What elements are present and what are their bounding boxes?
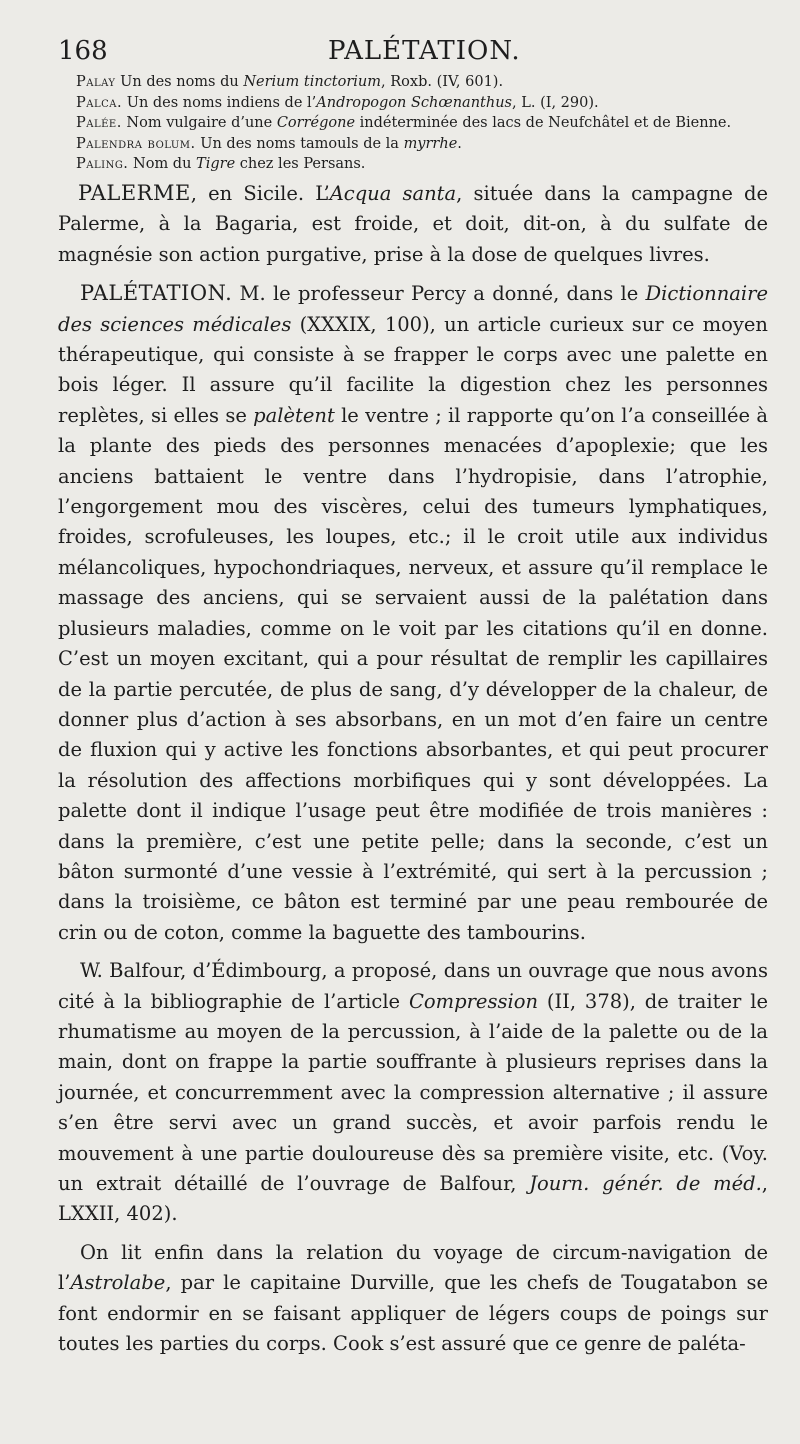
glossary-entry <box>76 154 778 175</box>
glossary-text: . <box>457 135 462 152</box>
page-number: 168 <box>58 36 108 66</box>
paragraph-text: (XXXIX, 100), un article curieux sur ce moyen thérapeutique, qui consiste à se frapper le corps avec une palette en bois léger. Il assure qu’il facilite la digestion chez les personnes replètes, si elles se <box>58 312 768 427</box>
running-title: PALÉTATION. <box>328 36 521 66</box>
paragraph-text: , par le capitaine Durville, que les chefs de Tougatabon se font endormir en se faisant appliquer de légers coups de poings sur toutes les parties du corps. Cook s’est assuré que ce genre de paléta- <box>58 1271 768 1356</box>
glossary-text: Nom du <box>128 156 197 172</box>
paragraph-paletation <box>58 278 768 948</box>
paragraph-italic: Compression <box>408 989 538 1013</box>
paragraph-text: On lit enfin dans la relation du voyage de circum-navigation de l’ <box>58 1240 768 1295</box>
paragraph-astrolabe <box>58 1238 768 1360</box>
paragraph-text: le ventre ; il rapporte qu’on l’a conseillée à la plante des pieds des personnes menacées d’apoplexie; que les anciens battaient le ventre dans l’hydropisie, dans l’atrophie, l’engorgement mou des viscères, celui des tumeurs lymphatiques, froides, scrofuleuses, les loupes, etc.; il le croit utile aux individus mélancoliques, hypochondriaques, nerveux, et assure qu’il remplace le massage des anciens, qui se servaient aussi de la palétation dans plusieurs maladies, comme on le voit par les citations qu’il en donne. C’est un moyen excitant, qui a pour résultat de remplir les capillaires de la partie percutée, de plus de sang, d’y développer de la chaleur, de donner plus d’action à ses absorbans, en un mot d’en faire un centre de fluxion qui y active les fonctions absorbantes, et qui peut procurer la résolution des affections morbifiques qui y sont développées. La palette dont il indique l’usage peut être modifiée de trois manières : dans la première, c’est une petite pelle; dans la seconde, c’est un bâton surmonté d’une vessie à l’extrémité, qui sert à la percussion ; dans la troisième, ce bâton est terminé par une peau rembourée de crin ou de coton, comme la baguette des tambourins. <box>58 403 768 944</box>
glossary-italic: Corrégone <box>276 115 356 131</box>
glossary-term: Palca. <box>76 94 123 111</box>
glossary-text: , L. (I, 290). <box>512 94 599 111</box>
paragraph-italic: Acqua santa <box>329 182 457 205</box>
paragraph-palerme <box>58 178 768 270</box>
glossary-term: Paling. <box>76 156 129 172</box>
paragraph-text: , située dans la campagne de Palerme, à la Bagaria, est froide, et doit, dit-on, à du sulfate de magnésie son action purgative, prise à la dose de quelques livres. <box>58 182 769 266</box>
glossary-entry <box>76 134 778 155</box>
entry-heading: PALERME <box>78 181 191 205</box>
glossary-text: chez les Persans. <box>235 156 366 172</box>
glossary-text: Un des noms tamouls de la <box>195 135 404 152</box>
glossary-term: Palée. <box>76 115 122 131</box>
glossary-text: , Roxb. (IV, 601). <box>381 74 504 90</box>
glossary-entry <box>76 93 778 114</box>
glossary-italic: myrrhe <box>403 135 458 152</box>
glossary-text: indéterminée des lacs de Neufchâtel et de Bienne. <box>355 115 732 131</box>
paragraph-italic: palètent <box>253 403 335 427</box>
glossary-entry <box>76 72 778 93</box>
paragraph-text: W. Balfour, d’Édimbourg, a proposé, dans un ouvrage que nous avons cité à la bibliographie de l’article <box>58 959 768 1013</box>
article-body <box>58 178 768 1367</box>
paragraph-text: M. le professeur Percy a donné, dans le <box>232 282 646 306</box>
glossary-text: Un des noms du <box>115 74 244 90</box>
paragraph-italic: Journ. génér. de méd. <box>529 1172 762 1195</box>
paragraph-text: (II, 378), de traiter le rhumatisme au moyen de la percussion, à l’aide de la palette ou de la main, dont on frappe la partie souffrante à plusieurs reprises dans la journée, et concurremment avec la compression alternative ; il assure s’en être servi avec un grand succès, et avoir parfois rendu le mouvement à une partie douloureuse dès sa première visite, etc. (Voy. un extrait détaillé de l’ouvrage de Balfour, <box>58 989 768 1195</box>
paragraph-italic: Dictionnaire des sciences médicales <box>58 282 768 336</box>
paragraph-italic: Astrolabe <box>70 1271 166 1295</box>
glossary-entry <box>76 113 778 134</box>
glossary-term: Palay <box>76 74 116 90</box>
glossary-list <box>76 72 778 175</box>
paragraph-text: , LXXII, 402). <box>58 1172 768 1226</box>
glossary-italic: Nerium tinctorium <box>243 74 382 90</box>
glossary-term: Palendra bolum. <box>76 135 196 152</box>
glossary-text: Nom vulgaire d’une <box>121 115 277 131</box>
entry-heading: PALÉTATION. <box>80 281 233 306</box>
paragraph-text: , en Sicile. L’ <box>190 182 330 205</box>
glossary-italic: Andropogon Schœnanthus <box>316 94 512 111</box>
page-header <box>58 36 770 70</box>
glossary-text: Un des noms indiens de l’ <box>122 94 317 111</box>
paragraph-balfour <box>58 956 768 1230</box>
glossary-italic: Tigre <box>196 156 236 172</box>
